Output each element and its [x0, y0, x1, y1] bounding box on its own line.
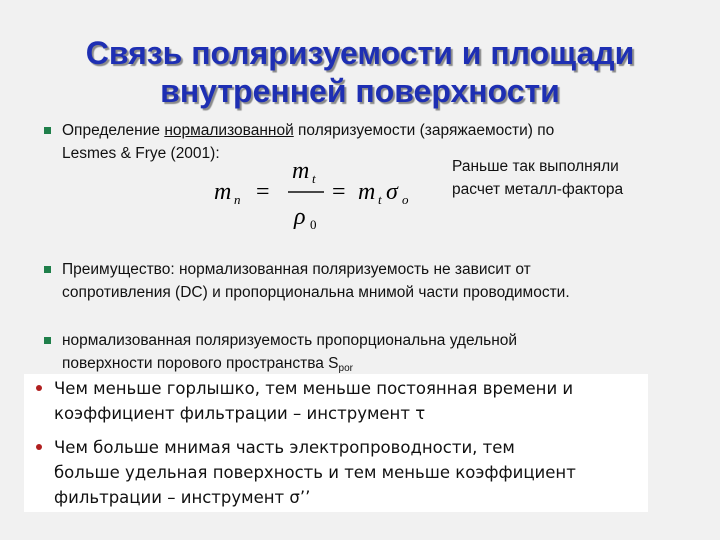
formula-lhs-m: m	[214, 179, 232, 205]
side-note-line-2: расчет металл-фактора	[452, 181, 624, 198]
formula-lhs-sub: n	[234, 192, 241, 207]
surface-subscript: por	[338, 363, 353, 374]
definition-prefix: Определение	[62, 122, 165, 139]
definition-underlined-term: нормализованной	[164, 122, 294, 139]
bullet-advantage-text	[62, 258, 664, 304]
formula-equals-1: =	[256, 179, 270, 205]
callout-item-1-line-2: коэффициент фильтрации – инструмент τ	[54, 404, 426, 423]
callout-item-1-line-1: Чем меньше горлышко, тем меньше постоянная времени и	[54, 379, 574, 398]
advantage-line-2: сопротивления (DC) и пропорциональна мнимой части проводимости.	[62, 284, 570, 301]
callout-bullet-icon	[36, 385, 42, 391]
side-note	[452, 155, 672, 201]
title-line-1: Связь поляризуемости и площади	[85, 35, 635, 71]
callout-item-2-line-1: Чем больше мнимая часть электропроводности, тем	[54, 438, 515, 457]
bullet-square-icon	[44, 266, 51, 273]
callout-item-2-line-3: фильтрации – инструмент σ’’	[54, 488, 311, 507]
bullet-square-icon	[44, 127, 51, 134]
surface-line-1: нормализованная поляризуемость пропорциональна удельной	[62, 332, 518, 349]
surface-line-2: поверхности порового пространства S	[62, 355, 339, 372]
formula-svg	[212, 152, 442, 248]
formula-denominator-sub: 0	[310, 217, 317, 232]
callout-bullet-icon	[36, 444, 42, 450]
bullet-surface-text	[62, 329, 664, 380]
callout-item-2	[24, 435, 648, 510]
advantage-line-1: Преимущество: нормализованная поляризуемость не зависит от	[62, 261, 531, 278]
formula-rhs-sigma-sub: o	[402, 192, 409, 207]
formula-numerator-m: m	[292, 158, 310, 184]
bullet-square-icon	[44, 337, 51, 344]
formula-denominator-rho: ρ	[294, 204, 306, 230]
title-line-2: внутренней поверхности	[160, 73, 560, 109]
bullet-advantage	[44, 258, 664, 304]
definition-reference: Lesmes & Frye (2001):	[62, 145, 220, 162]
formula-rhs-sigma: σ	[386, 179, 398, 205]
formula-rhs-m: m	[358, 179, 376, 205]
normalized-polarizability-formula	[212, 152, 442, 248]
callout-item-2-line-2: больше удельная поверхность и тем меньше коэффициент	[54, 463, 576, 482]
callout-item-1	[24, 374, 648, 426]
slide-title	[0, 34, 720, 110]
formula-numerator-sub: t	[312, 171, 316, 186]
definition-suffix: поляризуемости (заряжаемости) по	[293, 122, 555, 139]
bullet-surface	[44, 329, 664, 380]
formula-rhs-m-sub: t	[378, 192, 382, 207]
side-note-line-1: Раньше так выполняли	[452, 158, 619, 175]
formula-equals-2: =	[332, 179, 346, 205]
callout-box	[24, 374, 648, 512]
